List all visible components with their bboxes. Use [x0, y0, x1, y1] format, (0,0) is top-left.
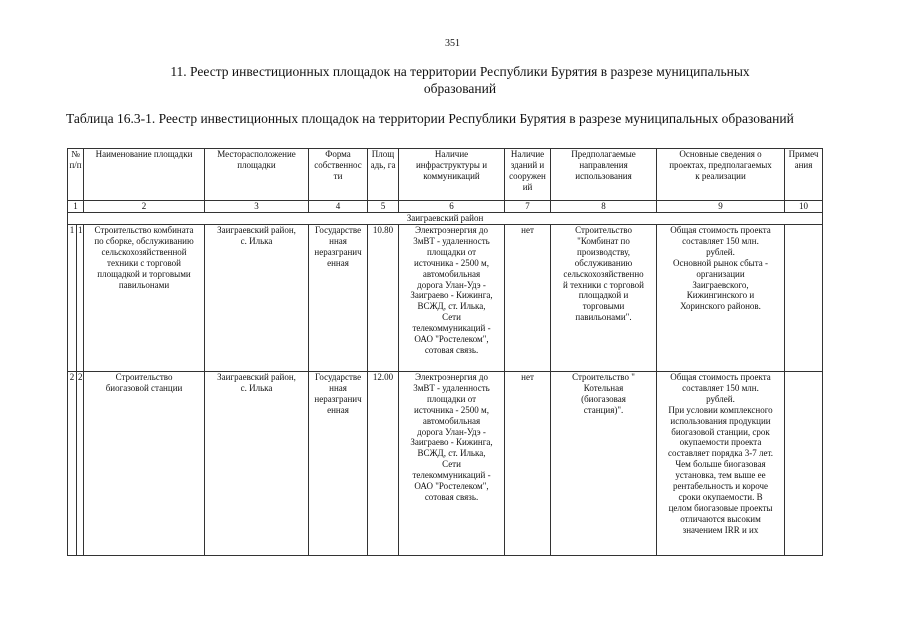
- note: [785, 225, 823, 372]
- cell-line: сельскохозяйственно: [563, 268, 644, 279]
- header-area: [368, 149, 399, 201]
- cell-line: Заиграево - Кижинга,: [410, 437, 493, 448]
- cell-line: использования: [575, 170, 632, 181]
- cell-line: павильонами: [118, 279, 170, 290]
- cell-line: (биогазовая: [581, 393, 626, 404]
- column-number: 2: [84, 201, 205, 213]
- cell-line: организации: [696, 268, 745, 279]
- column-number: 6: [399, 201, 505, 213]
- cell-line: п/п: [69, 159, 82, 170]
- cell-line: к реализации: [695, 170, 746, 181]
- header-ownership: [309, 149, 368, 201]
- cell-line: с. Илька: [240, 235, 273, 246]
- cell-line: источника - 2500 м,: [414, 257, 489, 268]
- cell-line: с. Илька: [240, 382, 273, 393]
- cell-line: площадкой и: [578, 290, 629, 301]
- column-number: 4: [309, 201, 368, 213]
- header-row: [68, 149, 823, 201]
- cell-line: Заиграево - Кижинга,: [410, 290, 493, 301]
- section-heading-line-2: образований: [423, 81, 497, 96]
- cell-line: коммуникаций: [423, 170, 480, 181]
- cell-line: составляет 150 млн.: [682, 235, 759, 246]
- cell-line: Наличие: [434, 149, 469, 159]
- cell-line: неразгранич: [314, 393, 362, 404]
- cell-line: рублей.: [706, 393, 735, 404]
- cell-line: значением IRR и их: [682, 524, 759, 535]
- infrastructure: [399, 225, 505, 372]
- cell-line: неразгранич: [314, 246, 362, 257]
- cell-line: Общая стоимость проекта: [670, 372, 771, 382]
- column-number: 8: [551, 201, 657, 213]
- cell-line: телекоммуникаций -: [412, 323, 491, 334]
- header-purpose: [551, 149, 657, 201]
- cell-line: 3мВТ - удаленность: [413, 382, 490, 393]
- buildings: нет: [505, 372, 551, 556]
- cell-line: ВСЖД, ст. Илька,: [417, 448, 486, 459]
- ownership-form: [309, 225, 368, 372]
- cell-line: проектах, предполагаемых: [669, 159, 772, 170]
- cell-line: ВСЖД, ст. Илька,: [417, 301, 486, 312]
- cell-line: Наименование площадки: [95, 149, 193, 159]
- cell-line: сельскохозяйственной: [101, 246, 187, 257]
- cell-line: Заиграевского,: [692, 279, 749, 290]
- cell-line: Чем больше биогазовая: [675, 459, 766, 470]
- cell-line: сотовая связь.: [424, 491, 479, 502]
- cell-line: енная: [327, 404, 349, 415]
- header-num: [68, 149, 84, 201]
- note: [785, 372, 823, 556]
- site-area: 12.00: [368, 372, 399, 556]
- cell-line: обслуживанию: [574, 257, 633, 268]
- cell-line: Предполагаемые: [571, 149, 636, 159]
- cell-line: нная: [329, 235, 347, 246]
- cell-line: сроки окупаемости. В: [678, 491, 763, 502]
- cell-line: площадкой и торговыми: [97, 268, 191, 279]
- row-index: 2: [68, 372, 77, 556]
- cell-line: Общая стоимость проекта: [670, 225, 771, 235]
- header-location: [205, 149, 309, 201]
- cell-line: адь, га: [370, 159, 396, 170]
- site-location: [205, 225, 309, 372]
- intended-use: [551, 225, 657, 372]
- cell-line: й техники с торговой: [563, 279, 644, 290]
- cell-line: источника - 2500 м,: [414, 404, 489, 415]
- cell-line: павильонами".: [575, 312, 632, 323]
- cell-line: "Комбинат по: [577, 235, 630, 246]
- cell-line: Форма: [325, 149, 351, 159]
- table-row: [68, 372, 823, 556]
- cell-line: Сети: [442, 459, 461, 470]
- header-info: [657, 149, 785, 201]
- header-infra: [399, 149, 505, 201]
- cell-line: Строительство ": [572, 372, 635, 382]
- cell-line: окупаемости проекта: [679, 437, 762, 448]
- cell-line: ий: [522, 181, 533, 192]
- cell-line: Площ: [371, 149, 395, 159]
- cell-line: установка, тем выше ее: [675, 470, 766, 481]
- cell-line: дорога Улан-Удэ -: [417, 426, 486, 437]
- header-note: [785, 149, 823, 201]
- cell-line: №: [71, 149, 80, 159]
- site-name: [84, 372, 205, 556]
- cell-line: дорога Улан-Удэ -: [417, 279, 486, 290]
- cell-line: енная: [327, 257, 349, 268]
- cell-line: Основной рынок сбыта -: [673, 257, 768, 268]
- cell-line: Заиграевский район,: [217, 225, 296, 235]
- cell-line: техники с торговой: [107, 257, 181, 268]
- cell-line: Кижингинского и: [686, 290, 755, 301]
- cell-line: Строительство: [115, 372, 173, 382]
- cell-line: сотовая связь.: [424, 344, 479, 355]
- column-number: 10: [785, 201, 823, 213]
- cell-line: Электроэнергия до: [415, 225, 488, 235]
- cell-line: инфраструктуры и: [415, 159, 488, 170]
- cell-line: Строительство: [575, 225, 632, 235]
- cell-line: использования продукции: [670, 415, 771, 426]
- cell-line: ОАО "Ростелеком",: [414, 334, 489, 345]
- table-row: [68, 225, 823, 372]
- cell-line: Электроэнергия до: [415, 372, 488, 382]
- cell-line: биогазовой станции: [105, 382, 183, 393]
- row-number: 1: [77, 225, 84, 372]
- cell-line: Хоринского районов.: [680, 301, 761, 312]
- row-number: 2: [77, 372, 84, 556]
- cell-line: Наличие: [510, 149, 545, 159]
- header-name: [84, 149, 205, 201]
- cell-line: телекоммуникаций -: [412, 470, 491, 481]
- cell-line: торговыми: [582, 301, 625, 312]
- cell-line: Сети: [442, 312, 461, 323]
- ownership-form: [309, 372, 368, 556]
- cell-line: составляет 150 млн.: [682, 382, 759, 393]
- cell-line: ОАО "Ростелеком",: [414, 481, 489, 492]
- section-heading-line-1: 11. Реестр инвестиционных площадок на территории Республики Бурятия в разрезе муниципальных: [170, 64, 750, 79]
- registry-table: [67, 148, 823, 556]
- cell-line: целом биогазовые проекты: [668, 502, 773, 513]
- cell-line: биогазовой станции, срок: [671, 426, 770, 437]
- column-number: 5: [368, 201, 399, 213]
- table-caption: Таблица 16.3-1. Реестр инвестиционных площадок на территории Республики Бурятия в разрезе муниципальных образований: [66, 111, 794, 126]
- column-number: 9: [657, 201, 785, 213]
- section-heading: [120, 63, 800, 97]
- cell-line: Основные сведения о: [679, 149, 762, 159]
- header-buildings: [505, 149, 551, 201]
- cell-line: 3мВТ - удаленность: [413, 235, 490, 246]
- project-info: [657, 372, 785, 556]
- cell-line: Государстве: [314, 372, 362, 382]
- cell-line: рублей.: [706, 246, 735, 257]
- cell-line: При условии комплексного: [668, 404, 773, 415]
- cell-line: автомобильная: [422, 415, 481, 426]
- cell-line: Строительство комбината: [94, 225, 194, 235]
- project-info: [657, 225, 785, 372]
- cell-line: площадки: [237, 159, 276, 170]
- cell-line: Государстве: [314, 225, 362, 235]
- column-number: 3: [205, 201, 309, 213]
- column-number: 7: [505, 201, 551, 213]
- cell-line: площадки от: [426, 393, 477, 404]
- cell-line: рентабельность и короче: [673, 481, 769, 492]
- column-number-row: [68, 201, 823, 213]
- cell-line: зданий и: [510, 159, 545, 170]
- site-name: [84, 225, 205, 372]
- cell-line: ти: [333, 170, 343, 181]
- cell-line: нная: [329, 382, 347, 393]
- infrastructure: [399, 372, 505, 556]
- cell-line: направления: [579, 159, 628, 170]
- column-number: 1: [68, 201, 84, 213]
- cell-line: Примеч: [788, 149, 819, 159]
- buildings: нет: [505, 225, 551, 372]
- cell-line: автомобильная: [422, 268, 481, 279]
- cell-line: сооружен: [509, 170, 546, 181]
- district-name: Заиграевский район: [68, 213, 823, 225]
- cell-line: по сборке, обслуживанию: [94, 235, 194, 246]
- cell-line: собственнос: [314, 159, 362, 170]
- cell-line: отличаются высоким: [680, 513, 761, 524]
- intended-use: [551, 372, 657, 556]
- page-number: 351: [445, 38, 460, 49]
- cell-line: ания: [794, 159, 813, 170]
- district-row: [68, 213, 823, 225]
- cell-line: производству,: [577, 246, 630, 257]
- cell-line: Месторасположение: [217, 149, 296, 159]
- cell-line: Заиграевский район,: [217, 372, 296, 382]
- cell-line: Котельная: [583, 382, 624, 393]
- site-area: 10.80: [368, 225, 399, 372]
- cell-line: составляет порядка 3-7 лет.: [668, 448, 773, 459]
- cell-line: площадки от: [426, 246, 477, 257]
- site-location: [205, 372, 309, 556]
- row-index: 1: [68, 225, 77, 372]
- cell-line: станция)".: [583, 404, 624, 415]
